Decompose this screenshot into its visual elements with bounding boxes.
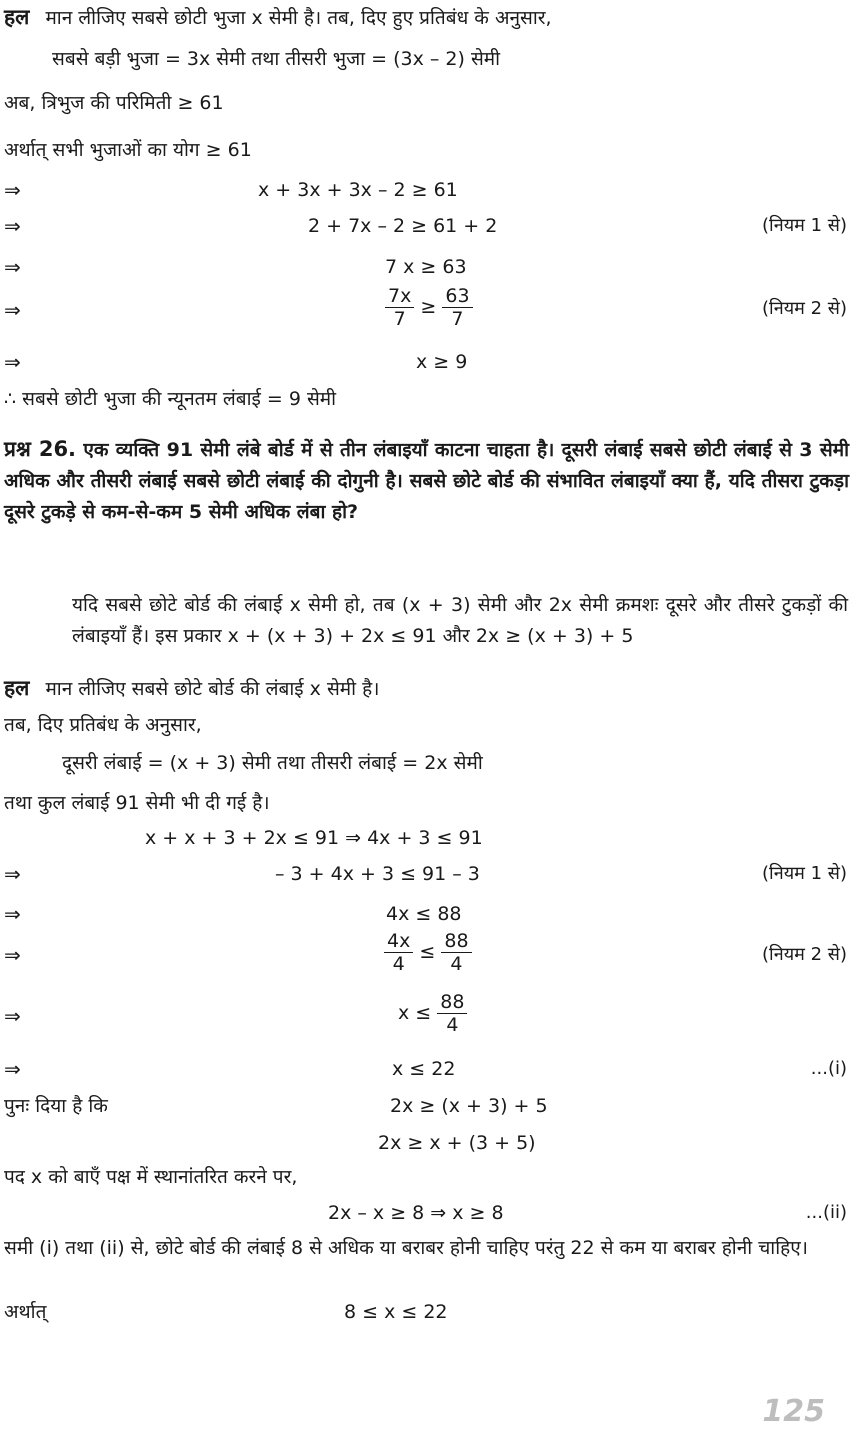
solution-2-eq3: 4x ≤ 88 — [386, 903, 462, 925]
solution-1-intro: मान लीजिए सबसे छोटी भुजा x सेमी है। तब, दिए हुए प्रतिबंध के अनुसार, — [45, 7, 552, 29]
question-label: प्रश्न 26. — [4, 437, 77, 461]
denominator: 4 — [450, 953, 463, 975]
denominator: 7 — [393, 308, 406, 330]
numerator: 7x — [385, 285, 414, 308]
solution-1-eq2: 2 + 7x – 2 ≥ 61 + 2 — [308, 215, 498, 237]
inequality-sign: ≥ — [420, 296, 437, 318]
solution-2-eq8: 2x ≥ x + (3 + 5) — [378, 1132, 536, 1154]
solution-2-intro-line — [4, 676, 379, 701]
implies-arrow: ⇒ — [4, 255, 21, 279]
fraction — [384, 930, 413, 975]
solution-1-eq5: x ≥ 9 — [416, 351, 468, 373]
solution-2-eq2: – 3 + 4x + 3 ≤ 91 – 3 — [275, 863, 480, 885]
fraction — [441, 930, 471, 975]
solution-label: हल — [4, 5, 30, 29]
denominator: 4 — [392, 953, 405, 975]
rule-note: (नियम 1 से) — [762, 215, 847, 236]
implies-arrow: ⇒ — [4, 178, 21, 202]
solution-2-combine: समी (i) तथा (ii) से, छोटे बोर्ड की लंबाई 8 से अधिक या बराबर होनी चाहिए परंतु 22 से कम या बराबर होनी चाहिए। — [4, 1237, 808, 1259]
solution-1-sum: अर्थात् सभी भुजाओं का योग ≥ 61 — [4, 139, 252, 161]
solution-1-perimeter: अब, त्रिभुज की परिमिती ≥ 61 — [4, 92, 224, 114]
implies-arrow: ⇒ — [4, 298, 21, 322]
solution-1-eq3: 7 x ≥ 63 — [385, 256, 467, 278]
question-text: एक व्यक्ति 91 सेमी लंबे बोर्ड में से तीन लंबाइयाँ काटना चाहता है। दूसरी लंबाई सबसे छोटी लंबाई से 3 सेमी अधिक और तीसरी लंबाई सबसे छोटी लंबाई की दोगुनी है। सबसे छोटे बोर्ड की संभावित लंबाइयाँ क्या हैं, यदि तीसरा टुकड़ा दूसरे टुकड़े से कम-से-कम 5 सेमी अधिक लंबा हो? — [4, 439, 849, 523]
question-hint: यदि सबसे छोटे बोर्ड की लंबाई x सेमी हो, तब (x + 3) सेमी और 2x सेमी क्रमशः दूसरे और तीसरे टुकड़ों की लंबाइयाँ हैं। इस प्रकार x + (x + 3) + 2x ≤ 91 और 2x ≥ (x + 3) + 5 — [72, 594, 848, 647]
solution-1-eq1: x + 3x + 3x – 2 ≥ 61 — [258, 179, 458, 201]
implies-arrow: ⇒ — [4, 1057, 21, 1081]
numerator: 4x — [384, 930, 413, 953]
rule-note: (नियम 2 से) — [762, 298, 847, 319]
eq5-lhs: x ≤ — [398, 1002, 432, 1024]
solution-2-lengths: दूसरी लंबाई = (x + 3) सेमी तथा तीसरी लंबाई = 2x सेमी — [62, 752, 483, 774]
solution-label: हल — [4, 676, 30, 700]
numerator: 88 — [437, 991, 467, 1014]
fraction — [442, 285, 472, 330]
page-number: 125 — [762, 1394, 825, 1429]
rule-note: (नियम 1 से) — [762, 863, 847, 884]
implies-arrow: ⇒ — [4, 1004, 21, 1028]
implies-arrow: ⇒ — [4, 902, 21, 926]
inequality-sign: ≤ — [419, 941, 436, 963]
solution-2-intro: मान लीजिए सबसे छोटे बोर्ड की लंबाई x सेमी है। — [45, 678, 380, 700]
question-26 — [4, 434, 849, 528]
solution-2-eq6: x ≤ 22 — [392, 1058, 456, 1080]
solution-2-final-label: अर्थात् — [4, 1301, 47, 1323]
equation-tag: ...(ii) — [805, 1202, 847, 1223]
implies-arrow: ⇒ — [4, 943, 21, 967]
solution-2-final: 8 ≤ x ≤ 22 — [344, 1301, 448, 1323]
solution-2-total: तथा कुल लंबाई 91 सेमी भी दी गई है। — [4, 792, 270, 814]
fraction — [437, 991, 467, 1036]
equation-tag: ...(i) — [810, 1058, 847, 1079]
solution-1-intro-line — [4, 5, 552, 30]
rule-note: (नियम 2 से) — [762, 944, 847, 965]
implies-arrow: ⇒ — [4, 350, 21, 374]
solution-2-eq4 — [384, 930, 472, 975]
fraction — [385, 285, 414, 330]
solution-1-conclusion: ∴ सबसे छोटी भुजा की न्यूनतम लंबाई = 9 सेमी — [4, 388, 337, 410]
solution-2-again: पुनः दिया है कि — [4, 1095, 108, 1117]
solution-2-eq7: 2x ≥ (x + 3) + 5 — [390, 1095, 548, 1117]
denominator: 4 — [446, 1014, 459, 1036]
solution-2-eq1: x + x + 3 + 2x ≤ 91 ⇒ 4x + 3 ≤ 91 — [145, 827, 483, 849]
solution-2-transpose: पद x को बाएँ पक्ष में स्थानांतरित करने पर, — [4, 1166, 298, 1188]
numerator: 63 — [442, 285, 472, 308]
implies-arrow: ⇒ — [4, 862, 21, 886]
solution-1-sides: सबसे बड़ी भुजा = 3x सेमी तथा तीसरी भुजा = (3x – 2) सेमी — [52, 48, 501, 70]
solution-2-eq5 — [398, 991, 467, 1036]
solution-2-eq9: 2x – x ≥ 8 ⇒ x ≥ 8 — [328, 1202, 504, 1224]
implies-arrow: ⇒ — [4, 214, 21, 238]
solution-2-condition: तब, दिए प्रतिबंध के अनुसार, — [4, 714, 202, 736]
numerator: 88 — [441, 930, 471, 953]
solution-1-eq4 — [385, 285, 473, 330]
denominator: 7 — [451, 308, 464, 330]
